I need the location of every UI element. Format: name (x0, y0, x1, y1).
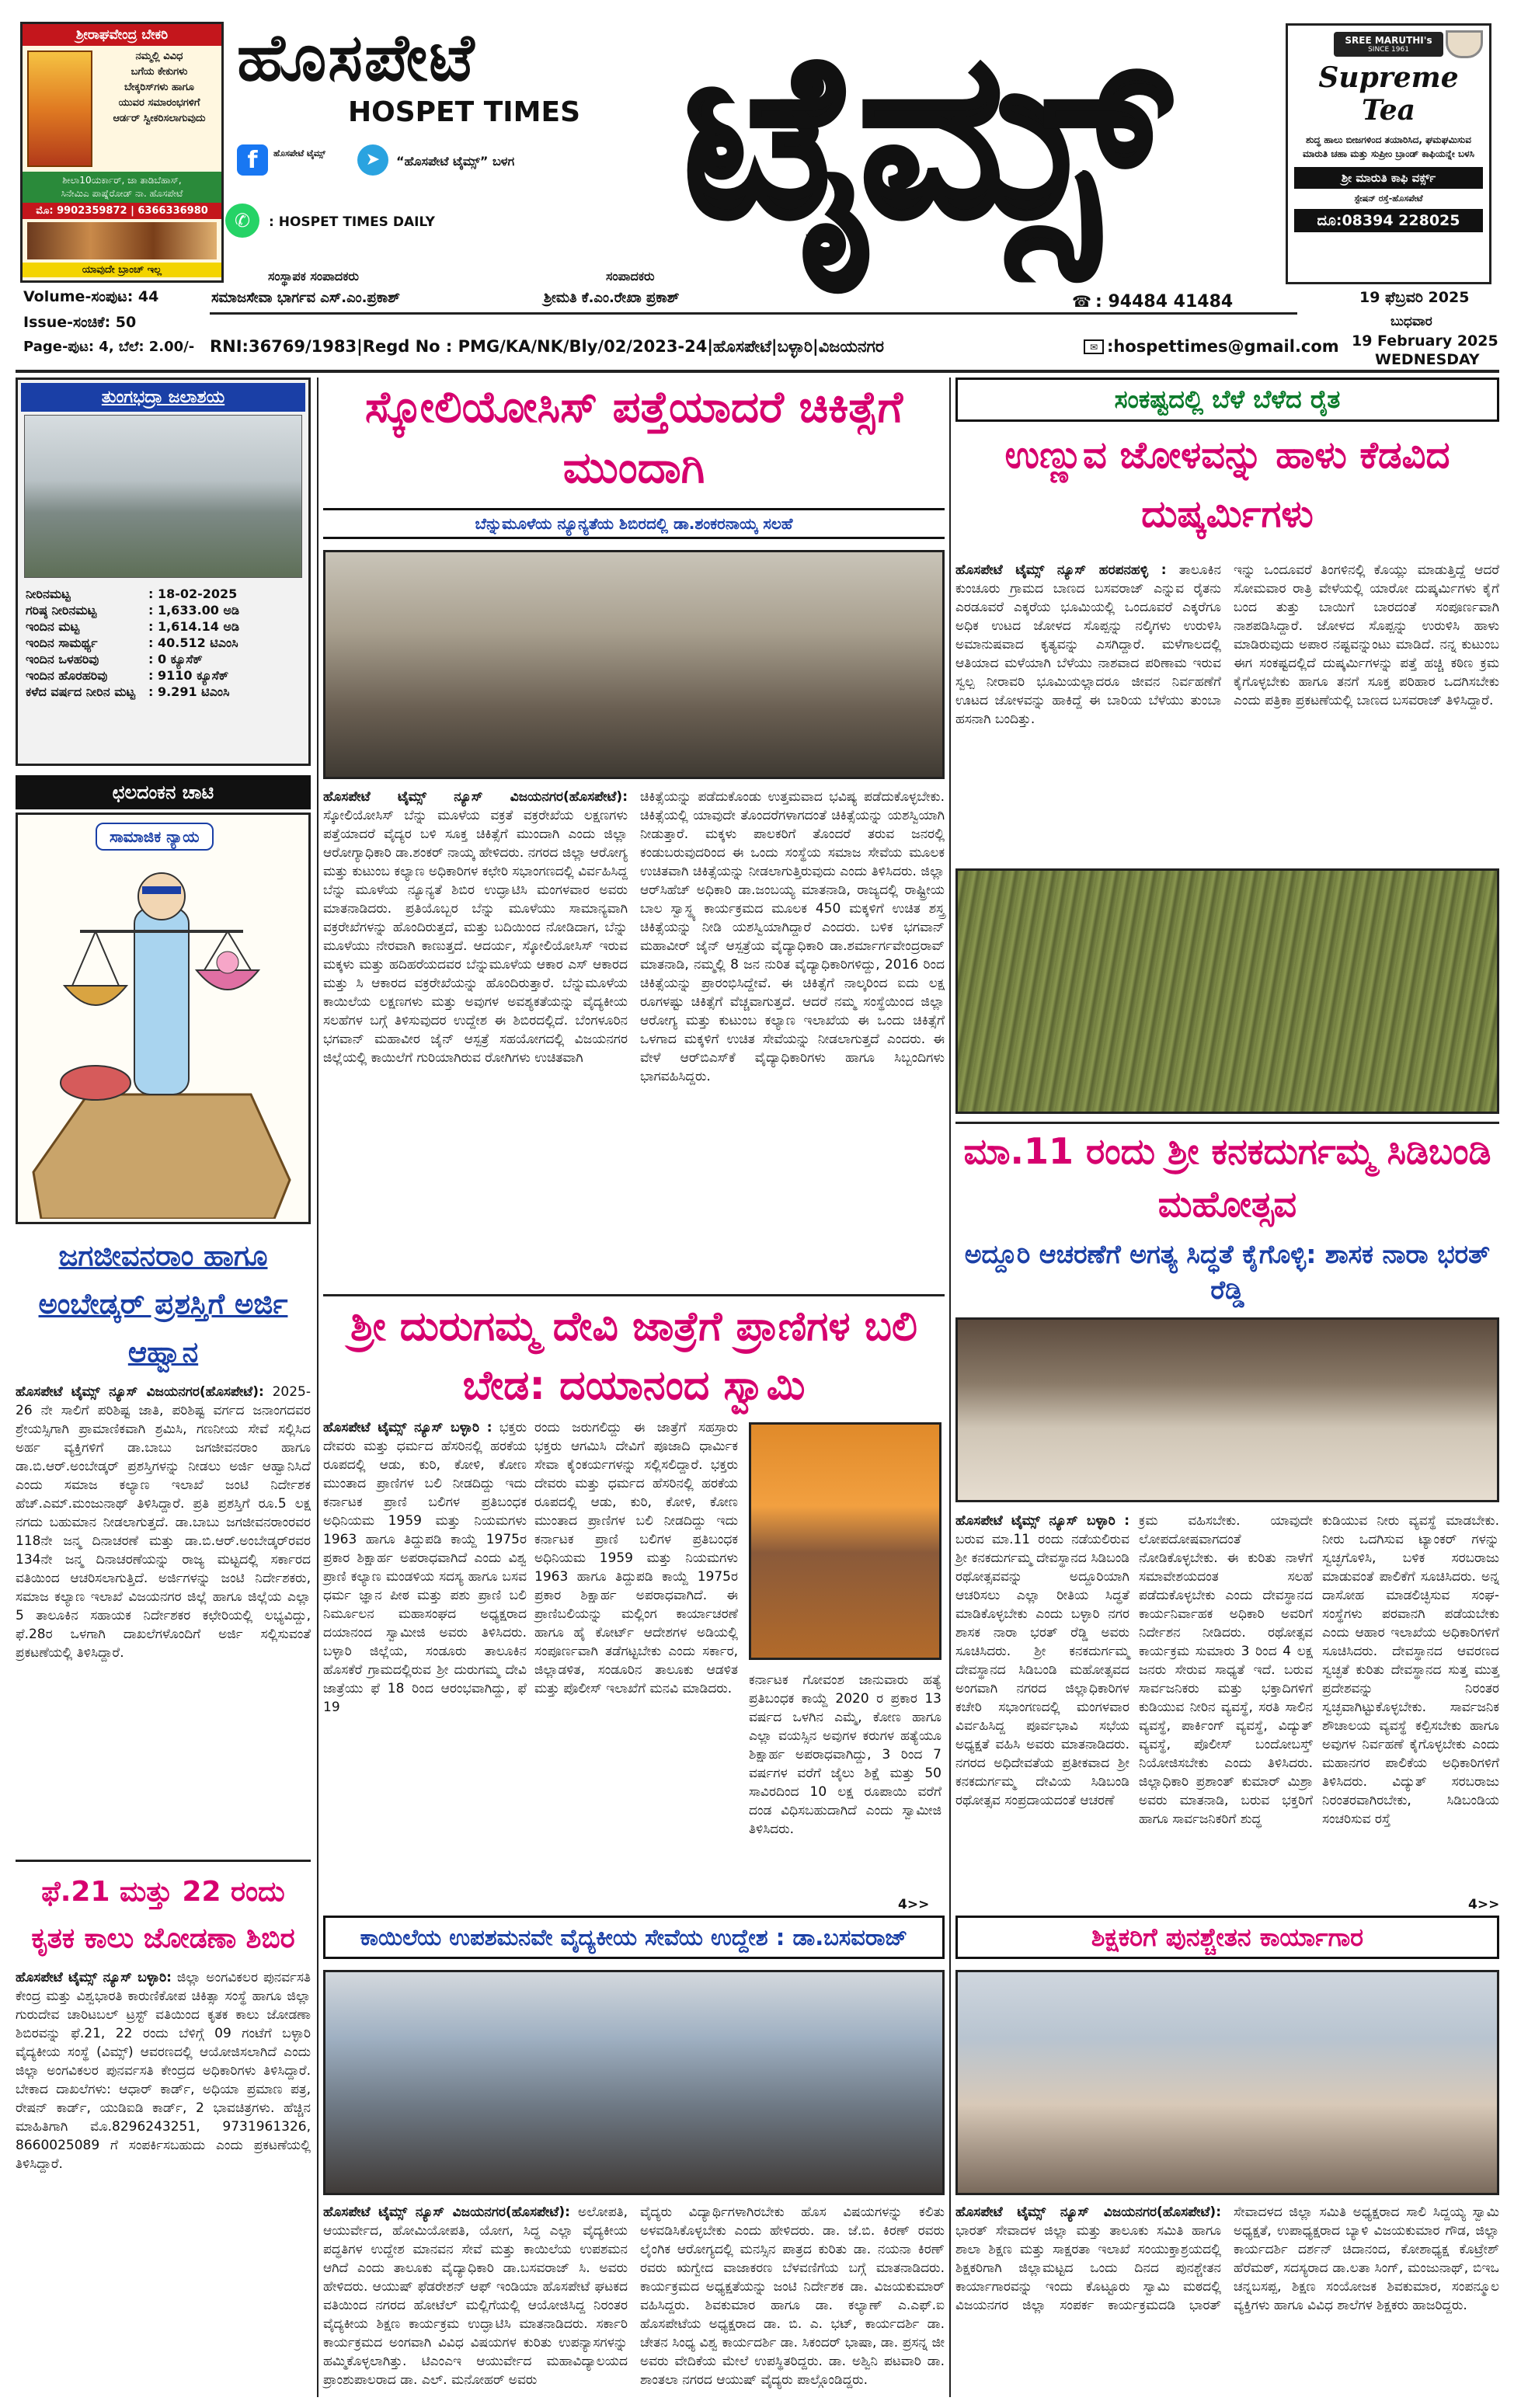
dam-stat-row: ಇಂದಿನ ಒಳಹರಿವು : 0 ಕ್ಯೂಸೆಕ್ (26, 652, 203, 666)
title-kannada: ಹೊಸಪೇಟೆ (237, 19, 476, 96)
telegram-icon[interactable]: ➤ (357, 144, 388, 176)
ad-line: ಯುವರ ಸಮಾರಂಭಗಳಿಗೆ (118, 97, 200, 109)
center-story1-subhead: ಬೆನ್ನುಮೂಳೆಯ ನ್ಯೂನ್ಯತೆಯ ಶಿಬಿರದಲ್ಲಿ ಡಾ.ಶಂಕರನಾಯ್ಕ ಸಲಹೆ (323, 508, 945, 539)
ad-bakery-no-branch: ಯಾವುದೇ ಬ್ರಾಂಚ್ ಇಲ್ಲ (23, 263, 221, 277)
masthead (0, 0, 1514, 368)
dam-stat-row: ಇಂದಿನ ಮಟ್ಟ : 1,614.14 ಅಡಿ (26, 619, 240, 634)
cartoon-caption: ಸಾಮಾಜಿಕ ನ್ಯಾಯ (96, 823, 214, 851)
swamiji-photo (749, 1422, 941, 1660)
right-story1-headline: ಉಣ್ಣುವ ಜೋಳವನ್ನು ಹಾಳು ಕೆಡವಿದ ದುಷ್ಕರ್ಮಿಗಳು (1004, 433, 1450, 536)
phone-number: : 94484 41484 (1095, 292, 1234, 311)
dam-box (16, 378, 311, 766)
center-story1-photo (323, 550, 945, 779)
right-story2-col2: ಕ್ರಮ ವಹಿಸಬೇಕು. ಯಾವುದೇ ಲೋಪದೋಷವಾಗದಂತೆ ನೋಡಿಕೊಳ್ಳಬೇಕು. ಈ ಕುರಿತು ನಾಳೆಗೆ ಸಮಾವೇಶಯದಂತ ಸಲಹೆ ಪಡೆದುಕೊಳ್ಳಬೇಕು ಎಂದು ದೇವಸ್ಥಾನದ ಕಾರ್ಯನಿರ್ವಾಹಕ ಅಧಿಕಾರಿ ಅವರಿಗೆ ನಿರ್ದೇಶನ ನೀಡಿದರು. ರಥೋತ್ಸವ ಕಾರ್ಯಕ್ರಮ ಸುಮಾರು 3 ರಿಂದ 4 ಲಕ್ಷ ಜನರು ಸೇರುವ ಸಾಧ್ಯತೆ ಇದೆ. ಬರುವ ಸಾರ್ವಜನಿಕರು ಮತ್ತು ಭಕ್ತಾದಿಗಳಿಗೆ ಕುಡಿಯುವ ನೀರಿನ ವ್ಯವಸ್ಥೆ, ಸರತಿ ಸಾಲಿನ ವ್ಯವಸ್ಥೆ, ಪಾರ್ಕಿಂಗ್ ವ್ಯವಸ್ಥೆ, ವಿದ್ಯುತ್ ವ್ಯವಸ್ಥೆ, ಪೊಲೀಸ್ ಬಂದೋಬಸ್ತ್ ನಿಯೋಜಿಸಬೇಕು ಎಂದು ತಿಳಿಸಿದರು. ಜಿಲ್ಲಾಧಿಕಾರಿ ಪ್ರಶಾಂತ್ ಕುಮಾರ್ ಮಿಶ್ರಾ ಅವರು ಮಾತನಾಡಿ, ಬರುವ ಭಕ್ತರಿಗೆ ಹಾಗೂ ಸಾರ್ವಜನಿಕರಿಗೆ ಶುದ್ಧ (1139, 1513, 1313, 1827)
tea-address: ಸ್ಟೇಷನ್ ರಸ್ತೆ-ಹೊಸಪೇಟೆ (1354, 193, 1423, 204)
masthead-rule (210, 312, 1297, 315)
story-body: ಹೊಸಪೇಟೆ ಟೈಮ್ಸ್ ನ್ಯೂಸ್ ಬಳ್ಳಾರಿ: ಜಿಲ್ಲಾ ಅಂಗವಿಕಲರ ಪುನರ್ವಸತಿ ಕೇಂದ್ರ ಮತ್ತು ವಿಶ್ವಭಾರತಿ ಕಾರುಣಿಕೋಪ ಚಿಕಿತ್ಸಾ ಸಂಸ್ಥೆ ಹಾಗೂ ಜಿಲ್ಲಾ ಗುರುದೇವ ಚಾರಿಟಬಲ್ ಟ್ರಸ್ಟ್ ವತಿಯಿಂದ ಕೃತಕ ಕಾಲು ಜೋಡಣಾ ಶಿಬಿರವನ್ನು ಫೆ.21, 22 ರಂದು ಬೆಳಿಗ್ಗೆ 09 ಗಂಟೆಗೆ ಬಳ್ಳಾರಿ ವೈದ್ಯಕೀಯ ಸಂಸ್ಥೆ (ವಿಮ್ಸ್) ಆವರಣದಲ್ಲಿ ಆಯೋಜಿಸಲಾಗಿದೆ ಎಂದು ಜಿಲ್ಲಾ ಅಂಗವಿಕಲರ ಪುನರ್ವಸತಿ ಕೇಂದ್ರದ ಅಧಿಕಾರಿಗಳು ತಿಳಿಸಿದ್ದಾರೆ. ಬೇಕಾದ ದಾಖಲೆಗಳು: ಆಧಾರ್ ಕಾರ್ಡ್, ಅಧಿಯಾ ಪ್ರಮಾಣ ಪತ್ರ, ರೇಷನ್ ಕಾರ್ಡ್, ಯುಡಿಐಡಿ ಕಾರ್ಡ್, 2 ಭಾವಚಿತ್ರಗಳು. ಹೆಚ್ಚಿನ ಮಾಹಿತಿಗಾಗಿ ಮೊ.8296243251, 9731961326, 8660025089 ಗೆ ಸಂಪರ್ಕಿಸಬಹುದು ಎಂದು ಪ್ರಕಟಣೆಯಲ್ಲಿ ತಿಳಿಸಿದ್ದಾರೆ. (16, 1970, 312, 2172)
right-story1-col1: ಹೊಸಪೇಟೆ ಟೈಮ್ಸ್ ನ್ಯೂಸ್ ಹರಪನಹಳ್ಳಿ : ತಾಲೂಕಿನ ಕುಂಚೂರು ಗ್ರಾಮದ ಬಾಣದ ಬಸವರಾಜ್ ಎನ್ನುವ ರೈತನು ಎರಡೂವರೆ ಎಕ್ಕರೆಯ ಭೂಮಿಯಲ್ಲಿ ಒಂದೂವರೆ ಎಕ್ಕರೆಗೂ ಅಧಿಕ ಉಟದ ಜೋಳದ ಸೊಪ್ಪನ್ನು ನಲ್ಕಿಗಳು ಉರುಳಿಸಿ ಅಮಾನುಷವಾದ ಕೃತ್ಯವನ್ನು ಎಸಗಿದ್ದಾರೆ. ಮಳೆಗಾಲದಲ್ಲಿ ಆತಿಯಾದ ಮಳೆಯಾಗಿ ಬೆಳೆಯು ನಾಶವಾದ ಪರಿಣಾಮ ಇರುವ ಸ್ವಲ್ಪ ನೀರಾವರಿ ಭೂಮಿಯಲ್ಲಾದರೂ ಜೀವನ ನಿರ್ವಹಣೆಗೆ ಊಟದ ಜೋಳವನ್ನು ಹಾಕಿದ್ದೆ ಈ ಬಾರಿಯ ಬೆಳೆಯು ತುಂಬಾ ಹಸನಾಗಿ ಬಂದಿತ್ತು. (955, 562, 1221, 727)
email: :hospettimes@gmail.com (1107, 337, 1339, 356)
story-headline: ಫೆ.21 ಮತ್ತು 22 ರಂದು ಕೃತಕ ಕಾಲು ಜೋಡಣಾ ಶಿಬಿರ (31, 1876, 295, 1954)
center-story2-col2: ರಂದು ಜರುಗಲಿದ್ದು ಈ ಜಾತ್ರೆಗೆ ಸಹಸ್ರಾರು ಭಕ್ತರು ಆಗಮಿಸಿ ದೇವಿಗೆ ಪೂಜಾದಿ ಧಾರ್ಮಿಕ ಸೇವಾ ಕೈಂಕರ್ಯಗಳನ್ನು ಸಲ್ಲಿಸಲಿದ್ದಾರೆ. ಭಕ್ತರು ದೇವರು ಮತ್ತು ಧರ್ಮದ ಹೆಸರಿನಲ್ಲಿ ಹರಕೆಯ ರೂಪದಲ್ಲಿ ಆಡು, ಕುರಿ, ಕೋಳಿ, ಕೋಣ ಮುಂತಾದ ಪ್ರಾಣಿಗಳ ಬಲಿ ನೀಡದಿದ್ದು ಇದು ಕರ್ನಾಟಕ ಪ್ರಾಣಿ ಬಲಿಗಳ ಪ್ರತಿಬಂಧಕ ಅಧಿನಿಯಮ 1959 ಮತ್ತು ನಿಯಮಗಳು 1963 ಹಾಗೂ ತಿದ್ದುಪಡಿ ಕಾಯ್ದೆ 1975ರ ಪ್ರಕಾರ ಶಿಕ್ಷಾರ್ಹ ಅಪರಾಧವಾಗಿದೆ. ಈ ಪ್ರಾಣಿಬಲಿಯನ್ನು ಮಲ್ಲಿಂಗ ಕಾರ್ಯಾಚರಣೆ ಹಾಗೂ ಹೈ ಕೋರ್ಟ್ ಆದೇಶಗಳ ಅಡಿಯಲ್ಲಿ ಸಂಪೂರ್ಣವಾಗಿ ತಡೆಗಟ್ಟಬೇಕು ಎಂದು ಸರ್ಕಾರ, ಜಿಲ್ಲಾಡಳಿತ, ಸಂಡೂರಿನ ತಾಲೂಕು ಆಡಳಿತ ಮತ್ತು ಪೊಲೀಸ್ ಇಲಾಖೆಗೆ ಮನವಿ ಮಾಡಿದರು. (534, 1420, 738, 1696)
tea-company: ಶ್ರೀ ಮಾರುತಿ ಕಾಫಿ ವರ್ಕ್ಸ್ (1294, 167, 1483, 189)
issue: Issue-ಸಂಚಿಕೆ: 50 (23, 314, 137, 331)
sidebar-story-1 (16, 1232, 311, 1662)
center-story1-headline: ಸ್ಕೋಲಿಯೋಸಿಸ್ ಪತ್ತೆಯಾದರೆ ಚಿಕಿತ್ಸೆಗೆ ಮುಂದಾಗಿ (364, 382, 903, 493)
right-banner-text: ಸಂಕಷ್ಟದಲ್ಲಿ ಬೆಳೆ ಬೆಳೆದ ರೈತ (1114, 385, 1341, 414)
phone-icon: ☎ (1072, 292, 1091, 311)
ad-bakery-phone: ಮೊ: 9902359872 | 6366336980 (23, 203, 221, 219)
divider (16, 1860, 311, 1862)
tea-cup-icon (1446, 30, 1483, 58)
center-story2-continued[interactable]: 4>> (898, 1897, 930, 1912)
date-english: 19 February 2025 (1352, 332, 1498, 350)
center-story3-headline: ಕಾಯಿಲೆಯ ಉಪಶಮನವೇ ವೈದ್ಯಕೀಯ ಸೇವೆಯ ಉದ್ದೇಶ : ಡಾ.ಬಸವರಾಜ್ (360, 1924, 908, 1950)
right-story3-headline: ಶಿಕ್ಷಕರಿಗೆ ಪುನಶ್ಚೇತನ ಕಾರ್ಯಾಗಾರ (1091, 1923, 1364, 1952)
center-story3-photo (323, 1970, 945, 2195)
deity-image (27, 50, 92, 167)
weekday-english: WEDNESDAY (1375, 351, 1480, 368)
sidebar-story-2 (16, 1869, 311, 2173)
center-story2-col3: ಕರ್ನಾಟಕ ಗೋವಂಶ ಜಾನುವಾರು ಹತ್ಯೆ ಪ್ರತಿಬಂಧಕ ಕಾಯ್ದೆ 2020 ರ ಪ್ರಕಾರ 13 ವರ್ಷದ ಒಳಗಿನ ಎಮ್ಮೆ, ಕೋಣ ಹಾಗೂ ಎಲ್ಲಾ ವಯಸ್ಸಿನ ಅವುಗಳ ಕರುಗಳ ಹತ್ಯೆಯೂ ಶಿಕ್ಷಾರ್ಹ ಅಪರಾಧವಾಗಿದ್ದು, 3 ರಿಂದ 7 ವರ್ಷಗಳ ವರೆಗೆ ಜೈಲು ಶಿಕ್ಷೆ ಮತ್ತು 50 ಸಾವಿರದಿಂದ 10 ಲಕ್ಷ ರೂಪಾಯಿ ವರೆಗೆ ದಂಡ ವಿಧಿಸಬಹುದಾಗಿದೆ ಎಂದು ಸ್ವಾಮೀಜಿ ತಿಳಿಸಿದರು. (749, 1672, 941, 1837)
right-story1-photo (955, 868, 1499, 1114)
ad-line: ಬಗೆಯ ಕೇಕುಗಳು (131, 66, 188, 78)
pages-price: Page-ಪುಟ: 4, ಬೆಲೆ: 2.00/- (23, 339, 195, 355)
right-story2-col1: ಹೊಸಪೇಟೆ ಟೈಮ್ಸ್ ನ್ಯೂಸ್ ಬಳ್ಳಾರಿ : ಬರುವ ಮಾ.11 ರಂದು ನಡೆಯಲಿರುವ ಶ್ರೀ ಕನಕದುರ್ಗಮ್ಮ ದೇವಸ್ಥಾನದ ಸಿಡಿಬಂಡಿ ರಥೋತ್ಸವವನ್ನು ಅದ್ದೂರಿಯಾಗಿ ಆಚರಿಸಲು ಎಲ್ಲಾ ರೀತಿಯ ಸಿದ್ಧತೆ ಮಾಡಿಕೊಳ್ಳಬೇಕು ಎಂದು ಬಳ್ಳಾರಿ ನಗರ ಶಾಸಕ ನಾರಾ ಭರತ್ ರೆಡ್ಡಿ ಅವರು ಸೂಚಿಸಿದರು. ಶ್ರೀ ಕನಕದುರ್ಗಮ್ಮ ದೇವಸ್ಥಾನದ ಸಿಡಿಬಂಡಿ ಮಹೋತ್ಸವದ ಅಂಗವಾಗಿ ನಗರದ ಜಿಲ್ಲಾಧಿಕಾರಿಗಳ ಕಚೇರಿ ಸಭಾಂಗಣದಲ್ಲಿ ಮಂಗಳವಾರ ವಿರ್ವಹಿಸಿದ್ದ ಪೂರ್ವಭಾವಿ ಸಭೆಯ ಅಧ್ಯಕ್ಷತೆ ವಹಿಸಿ ಅವರು ಮಾತನಾಡಿದರು. ನಗರದ ಅಧಿದೇವತೆಯ ಪ್ರತೀಕವಾದ ಶ್ರೀ ಕನಕದುರ್ಗಮ್ಮ ದೇವಿಯ ಸಿಡಿಬಂಡಿ ರಥೋತ್ಸವ ಸಂಪ್ರದಾಯದಂತೆ ಆಚರಣೆ (955, 1513, 1129, 1808)
dam-stat-row: ಇಂದಿನ ಹೊರಹರಿವು : 9110 ಕ್ಯೂಸೆಕ್ (26, 668, 229, 683)
right-banner (955, 378, 1499, 422)
right-story2-headline: ಮಾ.11 ರಂದು ಶ್ರೀ ಕನಕದುರ್ಗಮ್ಮ ಸಿಡಿಬಂಡಿ ಮಹೋತ್ಸವ (963, 1130, 1491, 1225)
story-body: ಹೊಸಪೇಟೆ ಟೈಮ್ಸ್ ನ್ಯೂಸ್ ವಿಜಯನಗರ(ಹೊಸಪೇಟೆ): 2025-26 ನೇ ಸಾಲಿಗೆ ಪರಿಶಿಷ್ಟ ಜಾತಿ, ಪರಿಶಿಷ್ಟ ವರ್ಗದ ಜನಾಂಗದವರ ಶ್ರೇಯಸ್ಸಿಗಾಗಿ ಪ್ರಾಮಾಣಿಕವಾಗಿ ಶ್ರಮಿಸಿ, ಗಣನೀಯ ಸೇವೆ ಸಲ್ಲಿಸಿದ ಅರ್ಹ ವ್ಯಕ್ತಿಗಳಿಗೆ ಡಾ.ಬಾಬು ಜಗಜೀವನರಾಂ ಹಾಗೂ ಡಾ.ಬಿ.ಆರ್.ಅಂಬೇಡ್ಕರ್ ಪ್ರಶಸ್ತಿಗಳನ್ನು ನೀಡಲು ಅರ್ಜಿ ಆಹ್ವಾನಿಸಿದೆ ಎಂದು ಸಮಾಜ ಕಲ್ಯಾಣ ಇಲಾಖೆ ಜಂಟಿ ನಿರ್ದೇಶಕ ಹೆಚ್.ಎಮ್.ಮಂಜುನಾಥ್ ತಿಳಿಸಿದ್ದಾರೆ. ಪ್ರತಿ ಪ್ರಶಸ್ತಿಗೆ ರೂ.5 ಲಕ್ಷ ನಗದು ಬಹುಮಾನ ನೀಡಲಾಗುತ್ತದೆ. ಡಾ.ಬಾಬು ಜಗಜೀವನರಾಂರವರ 118ನೇ ಜನ್ಮ ದಿನಾಚರಣೆ ಮತ್ತು ಡಾ.ಬಿ.ಆರ್.ಅಂಬೇಡ್ಕರ್‌ರವರ 134ನೇ ಜನ್ಮ ದಿನಾಚರಣೆಯನ್ನು ರಾಜ್ಯ ಮಟ್ಟದಲ್ಲಿ ಸರ್ಕಾರದ ವತಿಯಿಂದ ಆಚರಿಸಲಾಗುತ್ತಿದೆ. ಅರ್ಜಿಗಳನ್ನು ಜಂಟಿ ನಿರ್ದೇಶಕರು, ಸಮಾಜ ಕಲ್ಯಾಣ ಇಲಾಖೆ ವಿಜಯನಗರ ಜಿಲ್ಲೆ ಹಾಗೂ ಜಿಲ್ಲೆಯ ಎಲ್ಲಾ 5 ತಾಲೂಕಿನ ಸಹಾಯಕ ನಿರ್ದೇಶಕರ ಕಛೇರಿಯಲ್ಲಿ ಲಭ್ಯವಿದ್ದು, ಫೆ.28ರ ಒಳಗಾಗಿ ದಾಖಲೆಗಳೊಂದಿಗೆ ಅರ್ಜಿ ಸಲ್ಲಿಸುವಂತೆ ಪ್ರಕಟಣೆಯಲ್ಲಿ ತಿಳಿಸಿದ್ದಾರೆ. (16, 1384, 311, 1661)
facebook-icon[interactable]: f (237, 144, 268, 176)
ad-bakery[interactable] (20, 22, 224, 283)
center-story3-headline-box (323, 1916, 945, 1959)
ad-supreme-tea[interactable] (1286, 23, 1491, 284)
center-column (323, 378, 945, 2397)
cartoon-title: ಛಲದಂಕನ ಚಾಟಿ (16, 775, 311, 809)
dam-stat-row: ಕಳೆದ ವರ್ಷದ ನೀರಿನ ಮಟ್ಟ : 9.291 ಟಿಎಂಸಿ (26, 684, 230, 699)
registration: RNI:36769/1983|Regd No : PMG/KA/NK/Bly/02/2023-24|ಹೊಸಪೇಟೆ|ಬಳ್ಳಾರಿ|ವಿಜಯನಗರ (210, 337, 884, 356)
center-story3-col1: ಹೊಸಪೇಟೆ ಟೈಮ್ಸ್ ನ್ಯೂಸ್ ವಿಜಯನಗರ(ಹೊಸಪೇಟೆ): ಅಲೋಪತಿ, ಆಯುರ್ವೇದ, ಹೋಮಿಯೋಪತಿ, ಯೋಗ, ಸಿದ್ಧ ಎಲ್ಲಾ ವೈದ್ಯಕೀಯ ಪದ್ಧತಿಗಳ ಉದ್ದೇಶ ಮಾನವನ ಸೇವೆ ಮತ್ತು ಕಾಯಿಲೆಯ ಉಪಶಮನ ಆಗಿದೆ ಎಂದು ತಾಲೂಕು ವೈದ್ಯಾಧಿಕಾರಿ ಡಾ.ಬಸವರಾಜ್ ಸಿ. ಅವರು ಹೇಳಿದರು. ಆಯುಷ್ ಫೆಡರೇಶನ್ ಆಫ್ ಇಂಡಿಯಾ ಹೊಸಪೇಟೆ ಘಟಕದ ವತಿಯಿಂದ ನಗರದ ಹೋಟೆಲ್ ಮಲ್ಲಿಗೆಯಲ್ಲಿ ಆಯೋಜಿಸಿದ್ದ ನಿರಂತರ ವೈದ್ಯಕೀಯ ಶಿಕ್ಷಣ ಕಾರ್ಯಕ್ರಮ ಉದ್ಘಾಟಿಸಿ ಮಾತನಾಡಿದರು. ಸರ್ಕಾರಿ ಕಾರ್ಯಕ್ರಮದ ಅಂಗವಾಗಿ ವಿವಿಧ ವಿಷಯಗಳ ಕುರಿತು ಉಪನ್ಯಾಸಗಳನ್ನು ಹಮ್ಮಿಕೊಳ್ಳಲಾಗಿತ್ತು. ಟಿಎಂಎಇ ಆಯುರ್ವೇದ ಮಹಾವಿದ್ಯಾಲಯದ ಪ್ರಾಂಶುಪಾಲರಾದ ಡಾ. ಎಲ್. ಮನೋಹರ್ ಅವರು (323, 2204, 628, 2388)
weekday-kannada: ಬುಧವಾರ (1390, 314, 1432, 329)
tea-description: ಶುದ್ಧ ಹಾಲು ಬೀಜಗಳಿಂದ ತಯಾರಿಸಿದ, ಘಮಘಮಿಸುವ ಮಾರುತಿ ಚಹಾ ಮತ್ತು ಸುಪ್ರೀಂ ಬ್ರಾಂಡ್ ಕಾಫಿಯನ್ನೇ ಬಳಸಿ (1302, 134, 1474, 159)
founder-editor-label: ಸಂಸ್ಥಾಪಕ ಸಂಪಾದಕರು (268, 269, 359, 284)
big-logo: ಟೈಮ್ಸ್ (684, 5, 1164, 267)
ad-bakery-cake-image (27, 222, 217, 259)
dam-title: ತುಂಗಭದ್ರಾ ಜಲಾಶಯ (21, 383, 305, 412)
dam-stat-row: ಇಂದಿನ ಸಾಮರ್ಥ್ಯ : 40.512 ಟಿಎಂಸಿ (26, 635, 238, 650)
dam-stats (18, 578, 308, 700)
dam-stat-row: ಗರಿಷ್ಠ ನೀರಿನಮಟ್ಟ : 1,633.00 ಅಡಿ (26, 603, 240, 618)
email-icon: ✉ (1084, 339, 1104, 354)
right-story3-body: ಹೊಸಪೇಟೆ ಟೈಮ್ಸ್ ನ್ಯೂಸ್ ವಿಜಯನಗರ(ಹೊಸಪೇಟೆ): ಭಾರತ್ ಸೇವಾದಳ ಜಿಲ್ಲಾ ಮತ್ತು ತಾಲೂಕು ಸಮಿತಿ ಹಾಗೂ ಶಾಲಾ ಶಿಕ್ಷಣ ಮತ್ತು ಸಾಕ್ಷರತಾ ಇಲಾಖೆ ಸಂಯುಕ್ತಾಶ್ರಯದಲ್ಲಿ ಶಿಕ್ಷಕರಿಗಾಗಿ ಜಿಲ್ಲಾಮಟ್ಟದ ಒಂದು ದಿನದ ಪುನಶ್ಚೇತನ ಕಾರ್ಯಾಗಾರವನ್ನು ಇಂದು ಕೊಟ್ಟೂರು ಸ್ವಾಮಿ ಮಠದಲ್ಲಿ ವಿಜಯನಗರ ಜಿಲ್ಲಾ ಸಂಪರ್ಕ ಕಾರ್ಯಕ್ರಮದಡಿ ಭಾರತ್ ಸೇವಾದಳದ ಜಿಲ್ಲಾ ಸಮಿತಿ ಅಧ್ಯಕ್ಷರಾದ ಸಾಲಿ ಸಿದ್ದಯ್ಯ ಸ್ವಾಮಿ ಅಧ್ಯಕ್ಷತೆ, ಉಪಾಧ್ಯಕ್ಷರಾದ ಬ್ಯಾಳಿ ವಿಜಯಕುಮಾರ ಗೌಡ, ಜಿಲ್ಲಾ ಕಾರ್ಯದರ್ಶಿ ದರ್ಶನ್ ಚಿದಾನಂದ, ಕೋಶಾಧ್ಯಕ್ಷ ಕೊಟ್ರೇಶ್ ಹೆರೆಮಠ್, ಸದಸ್ಯರಾದ ಡಾ.ಲತಾ ಸಿಂಗ್, ಮಂಜುನಾಥ್, ಬಿಇಒ ಚನ್ನಬಸಪ್ಪ, ಶಿಕ್ಷಣ ಸಂಯೋಜಕ ಶಿವಕುಮಾರ, ಸಂಪನ್ಮೂಲ ವ್ಯಕ್ತಿಗಳು ಹಾಗೂ ವಿವಿಧ ಶಾಲೆಗಳ ಶಿಕ್ಷಕರು ಹಾಜರಿದ್ದರು. (955, 2204, 1499, 2313)
ad-line: ಬೇಕ್ಕರಿಸ್‌ಗಳು ಹಾಗೂ (124, 82, 194, 93)
title-english: HOSPET TIMES (348, 96, 581, 128)
story-headline: ಜಗಜೀವನರಾಂ ಹಾಗೂ ಅಂಬೇಡ್ಕರ್ ಪ್ರಶಸ್ತಿಗೆ ಅರ್ಜಿ ಆಹ್ವಾನ (38, 1239, 288, 1369)
cartoon-drawing (18, 815, 308, 1219)
telegram-label: “ಹೊಸಪೇಟೆ ಟೈಮ್ಸ್” ಬಳಗ (396, 154, 515, 169)
cartoon (16, 813, 311, 1224)
ad-line: ನಮ್ಮಲ್ಲಿ ವಿವಿಧ (135, 50, 183, 62)
founder-editor-name: ಸಮಾಜಸೇವಾ ಭಾರ್ಗವ ಎಸ್.ಎಂ.ಪ್ರಕಾಶ್ (211, 290, 400, 306)
sidebar (16, 378, 311, 2397)
volume: Volume-ಸಂಪುಟ: 44 (23, 288, 159, 305)
divider (955, 1122, 1499, 1124)
right-column (955, 378, 1499, 2397)
dam-stat-row: ನೀರಿನಮಟ್ಟ : 18-02-2025 (26, 586, 238, 601)
center-story3-col2: ವೈದ್ಯರು ವಿದ್ಯಾರ್ಥಿಗಳಾಗಿರಬೇಕು ಹೊಸ ವಿಷಯಗಳನ್ನು ಕಲಿತು ಅಳವಡಿಸಿಕೊಳ್ಳಬೇಕು ಎಂದು ಹೇಳಿದರು. ಡಾ. ಜೆ.ಬಿ. ಕಿರಣ್ ರವರು ಲೈಂಗಿಕ ಆರೋಗ್ಯದಲ್ಲಿ ಮನಸ್ಸಿನ ಪಾತ್ರದ ಕುರಿತು ಡಾ. ನಯನಾ ಕಿರಣ್ ರವರು ಋಗ್ವೇದ ವಾಜಾಕರಣ ಬೆಳವಣಿಗೆಯ ಬಗ್ಗೆ ಮಾತನಾಡಿದರು. ಕಾರ್ಯಕ್ರಮದ ಅಧ್ಯಕ್ಷತೆಯನ್ನು ಜಂಟಿ ನಿರ್ದೇಶಕ ಡಾ. ವಿಜಯಕುಮಾರ್ ವಹಿಸಿದ್ದರು. ಶಿವಕುಮಾರ ಹಾಗೂ ಡಾ. ಕಲ್ಯಾಣ್ ಎ.ಎಫ್.ಐ ಹೊಸಪೇಟೆಯ ಅಧ್ಯಕ್ಷರಾದ ಡಾ. ಬಿ. ಎ. ಭಟ್, ಕಾರ್ಯದರ್ಶಿ ಡಾ. ಚೇತನ ಸಿಂಧ್ಯ ವಿಶ್ವ ಕಾರ್ಯದರ್ಶಿ ಡಾ. ಸಿಕಂದರ್ ಭಾಷಾ, ಡಾ. ಪ್ರಸನ್ನ ಜೀ ಅವರು ವೇದಿಕೆಯ ಮೇಲೆ ಉಪಸ್ಥಿತರಿದ್ದರು. ಡಾ. ಅಶ್ವಿನಿ ಪಟವಾರಿ ಡಾ. ಶಾಂತಲಾ ನಗರದ ಆಯುಷ್ ವೈದ್ಯರು ಪಾಲ್ಗೊಂಡಿದ್ದರು. (640, 2204, 945, 2388)
ad-bakery-title: ಶ್ರೀರಾಘವೇಂದ್ರ ಬೇಕರಿ (23, 24, 221, 46)
masthead-bottom-rule (16, 370, 1499, 373)
center-story2-col1: ಹೊಸಪೇಟೆ ಟೈಮ್ಸ್ ನ್ಯೂಸ್ ಬಳ್ಳಾರಿ : ಭಕ್ತರು ದೇವರು ಮತ್ತು ಧರ್ಮದ ಹೆಸರಿನಲ್ಲಿ ಹರಕೆಯ ರೂಪದಲ್ಲಿ ಆಡು, ಕುರಿ, ಕೋಳಿ, ಕೋಣ ಮುಂತಾದ ಪ್ರಾಣಿಗಳ ಬಲಿ ನೀಡದಿದ್ದು ಇದು ಕರ್ನಾಟಕ ಪ್ರಾಣಿ ಬಲಿಗಳ ಪ್ರತಿಬಂಧಕ ಅಧಿನಿಯಮ 1959 ಮತ್ತು ನಿಯಮಗಳು 1963 ಹಾಗೂ ತಿದ್ದುಪಡಿ ಕಾಯ್ದೆ 1975ರ ಪ್ರಕಾರ ಶಿಕ್ಷಾರ್ಹ ಅಪರಾಧವಾಗಿದೆ ಎಂದು ವಿಶ್ವ ಪ್ರಾಣಿ ಕಲ್ಯಾಣ ಮಂಡಳಿಯ ಸದಸ್ಯ ಹಾಗೂ ಬಸವ ಧರ್ಮ ಜ್ಞಾನ ಪೀಠ ಮತ್ತು ಪಶು ಪ್ರಾಣಿ ಬಲಿ ನಿರ್ಮೂಲನ ಮಹಾಸಂಘದ ಅಧ್ಯಕ್ಷರಾದ ದಯಾನಂದ ಸ್ವಾಮೀಜಿ ಅವರು ತಿಳಿಸಿದರು. ಬಳ್ಳಾರಿ ಜಿಲ್ಲೆಯ, ಸಂಡೂರು ತಾಲೂಕಿನ ಹೊಸಕೆರೆ ಗ್ರಾಮದಲ್ಲಿರುವ ಶ್ರೀ ದುರುಗಮ್ಮ ದೇವಿ ಜಾತ್ರೆಯು ಫೆ 18 ರಿಂದ ಆರಂಭವಾಗಿದ್ದು, ಫೆ 19 (323, 1420, 527, 1715)
date-kannada: 19 ಫೆಬ್ರವರಿ 2025 (1359, 289, 1470, 306)
center-story2-headline: ಶ್ರೀ ದುರುಗಮ್ಮ ದೇವಿ ಜಾತ್ರೆಗೆ ಪ್ರಾಣಿಗಳ ಬಲಿ ಬೇಡ: ದಯಾನಂದ ಸ್ವಾಮಿ (350, 1303, 918, 1409)
right-story3-photo (955, 1970, 1499, 2195)
right-story2-continued[interactable]: 4>> (1468, 1897, 1500, 1912)
whatsapp-icon[interactable]: ✆ (225, 204, 259, 238)
right-story2-col3: ಕುಡಿಯುವ ನೀರು ವ್ಯವಸ್ಥೆ ಮಾಡಬೇಕು. ನೀರು ಒದಗಿಸುವ ಟ್ಯಾಂಕರ್ ಗಳನ್ನು ಸ್ವಚ್ಛಗೊಳಿಸಿ, ಬಳಿಕ ಸರಬರಾಜು ಮಾಡುವಂತೆ ಪಾಲಿಕೆಗೆ ಸೂಚಿಸಿದರು. ಅನ್ನ ದಾಸೋಹ ಮಾಡಲಿಚ್ಛಿಸುವ ಸಂಘ-ಸಂಸ್ಥೆಗಳು ಪರವಾನಗಿ ಪಡೆಯಬೇಕು ಎಂದು ಆಹಾರ ಇಲಾಖೆಯ ಅಧಿಕಾರಿಗಳಿಗೆ ಸೂಚಿಸಿದರು. ದೇವಸ್ಥಾನದ ಆವರಣದ ಸ್ವಚ್ಛತೆ ಕುರಿತು ದೇವಸ್ಥಾನದ ಸುತ್ತ ಮುತ್ತ ಪ್ರದೇಶವನ್ನು ನಿರಂತರ ಸ್ವಚ್ಛವಾಗಿಟ್ಟುಕೊಳ್ಳಬೇಕು. ಸಾರ್ವಜನಿಕ ಶೌಚಾಲಯ ವ್ಯವಸ್ಥೆ ಕಲ್ಪಿಸಬೇಕು ಹಾಗೂ ಅವುಗಳ ನಿರ್ವಹಣೆ ಕೈಗೊಳ್ಳಬೇಕು ಎಂದು ಮಹಾನಗರ ಪಾಲಿಕೆಯ ಅಧಿಕಾರಿಗಳಿಗೆ ತಿಳಿಸಿದರು. ವಿದ್ಯುತ್ ಸರಬರಾಜು ನಿರಂತರವಾಗಿರಬೇಕು, ಸಿಡಿಬಂಡಿಯ ಸಂಚರಿಸುವ ರಸ್ತೆ (1322, 1513, 1499, 1827)
center-story1-col1: ಹೊಸಪೇಟೆ ಟೈಮ್ಸ್ ನ್ಯೂಸ್ ವಿಜಯನಗರ(ಹೊಸಪೇಟೆ): ಸ್ಕೋಲಿಯೋಸಿಸ್ ಬೆನ್ನು ಮೂಳೆಯ ವಕ್ರತೆ ವಕ್ರರೇಖೆಯ ಲಕ್ಷಣಗಳು ಪತ್ತೆಯಾದರೆ ವೈದ್ಯರ ಬಳಿ ಸೂಕ್ತ ಚಿಕಿತ್ಸೆಗೆ ಮುಂದಾಗಿ ಎಂದು ಜಿಲ್ಲಾ ಆರೋಗ್ಯಾಧಿಕಾರಿ ಡಾ.ಶಂಕರ್ ನಾಯ್ಕ ಹೇಳಿದರು. ನಗರದ ಜಿಲ್ಲಾ ಆರೋಗ್ಯ ಮತ್ತು ಕುಟುಂಬ ಕಲ್ಯಾಣ ಅಧಿಕಾರಿಗಳ ಕಛೇರಿ ಸಭಾಂಗಣದಲ್ಲಿ ವಿರ್ವಹಿಸಿದ್ದ ಬೆನ್ನು ಮೂಳೆಯ ನ್ಯೂನ್ಯತೆ ಶಿಬಿರ ಉದ್ಘಾಟಿಸಿ ಮಂಗಳವಾರ ಅವರು ಮಾತನಾಡಿದರು. ಪ್ರತಿಯೊಬ್ಬರ ಬೆನ್ನು ಮೂಳೆಯು ಸಾಮಾನ್ಯವಾಗಿ ವಕ್ರರೇಖೆಗಳನ್ನು ಹೊಂದಿರುತ್ತದೆ, ಮತ್ತು ಬದಿಯಿಂದ ನೋಡಿದಾಗ, ಬೆನ್ನು ಮೂಳೆಯು ನೇರವಾಗಿ ಕಾಣುತ್ತದೆ. ಆದರ್ಯ, ಸ್ಕೋಲಿಯೋಸಿಸ್ ಇರುವ ಮಕ್ಕಳು ಮತ್ತು ಹದಿಹರೆಯದವರ ಬೆನ್ನುಮೂಳೆಯ ಆಕಾರ ಎಸ್ ಆಕಾರದ ಮತ್ತು ಸಿ ಆಕಾರದ ವಕ್ರರೇಖೆಯನ್ನು ಹೊಂದಿರುತ್ತಾರೆ. ಬೆನ್ನುಮೂಳೆಯ ಕಾಯಿಲೆಯ ಲಕ್ಷಣಗಳು ಮತ್ತು ಅವುಗಳ ಅವಶ್ಯಕತೆಯನ್ನು ವೈದ್ಯಕೀಯ ಸಲಹೆಗಳ ಬಗ್ಗೆ ತಿಳಿಸುವುದರ ಉದ್ದೇಶ ಈ ಶಿಬಿರದಲ್ಲಿದೆ. ಬೆಂಗಳೂರಿನ ಭಗವಾನ್ ಮಹಾವೀರ ಜೈನ್ ಆಸ್ಪತ್ರೆ ಸಹಯೋಗದಲ್ಲಿ ವಿಜಯನಗರ ಜಿಲ್ಲೆಯಲ್ಲಿ ಕಾಯಿಲೆಗೆ ಗುರಿಯಾಗಿರುವ ರೋಗಿಗಳು ಉಚಿತವಾಗಿ (323, 789, 628, 1066)
dam-photo (24, 415, 302, 578)
whatsapp-label: : HOSPET TIMES DAILY (269, 214, 435, 230)
column-rule-right (949, 378, 951, 2397)
center-story1-col2: ಚಿಕಿತ್ಸೆಯನ್ನು ಪಡೆದುಕೊಂಡು ಉತ್ತಮವಾದ ಭವಿಷ್ಯ ಪಡೆದುಕೊಳ್ಳಬೇಕು. ಚಿಕಿತ್ಸೆಯಲ್ಲಿ ಯಾವುದೇ ತೊಂದರೆಗಳಾಗದಂತೆ ಚಿಕಿತ್ಸೆಯನ್ನು ಯಶಸ್ವಿಯಾಗಿ ನೀಡುತ್ತಾರೆ. ಮಕ್ಕಳು ಪಾಲಕರಿಗೆ ತೊಂದರೆ ತರುವ ಜನರಲ್ಲಿ ಕಂಡುಬರುವುದರಿಂದ ಈ ಒಂದು ಸಂಸ್ಥೆಯ ಸಮಾಜ ಸೇವೆಯ ಮೂಲಕ ಉಚಿತವಾಗಿ ಚಿಕಿತ್ಸೆಯನ್ನು ನೀಡಲಾಗುತ್ತಿರುವುದು ಎಂದು ತಿಳಿಸಿದರು. ಜಿಲ್ಲಾ ಆರ್‌ಸಿಹೆಚ್ ಅಧಿಕಾರಿ ಡಾ.ಜಂಬಯ್ಯ ಮಾತನಾಡಿ, ರಾಜ್ಯದಲ್ಲಿ ರಾಷ್ಟ್ರೀಯ ಬಾಲ ಸ್ವಾಸ್ಥ್ಯ ಕಾರ್ಯಕ್ರಮದ ಮೂಲಕ 450 ಮಕ್ಕಳಿಗೆ ಉಚಿತ ಶಸ್ತ್ರ ಚಿಕಿತ್ಸೆಯನ್ನು ನೀಡಿ ಯಶಸ್ವಿಯಾಗಿದ್ದಾರೆ ಎಂದರು. ಬಳಿಕ ಭಗವಾನ್ ಮಹಾವೀರ್ ಜೈನ್ ಆಸ್ಪತ್ರೆಯ ವೈದ್ಯಾಧಿಕಾರಿ ಡಾ.ಶರ್ಮಾರ್ಗವೇಂದ್ರರಾವ್ ಮಾತನಾಡಿ, ನಮ್ಮಲ್ಲಿ 8 ಜನ ನುರಿತ ವೈದ್ಯಾಧಿಕಾರಿಗಳಿದ್ದು, 2016 ರಿಂದ ಚಿಕಿತ್ಸೆಯನ್ನು ಪ್ರಾರಂಭಿಸಿದ್ದೇವೆ. ಈ ಚಿಕಿತ್ಸೆಗೆ ನಾಲ್ಕರಿಂದ ಐದು ಲಕ್ಷ ರೂಗಳಷ್ಟು ಚಿಕಿತ್ಸೆಗೆ ವೆಚ್ಚವಾಗುತ್ತದೆ. ಆದರೆ ನಮ್ಮ ಸಂಸ್ಥೆಯಿಂದ ಜಿಲ್ಲಾ ಆರೋಗ್ಯ ಮತ್ತು ಕುಟುಂಬ ಕಲ್ಯಾಣ ಇಲಾಖೆಯ ಈ ಒಂದು ಚಿಕಿತ್ಸೆಗೆ ಒಳಗಾದ ಮಕ್ಕಳಿಗೆ ಉಚಿತ ಸೇವೆಯನ್ನು ನೀಡಲಾಗುತ್ತದೆ ಎಂದರು. ಈ ವೇಳೆ ಆರ್‌ಬಿಎಸ್‌ಕೆ ವೈದ್ಯಾಧಿಕಾರಿಗಳು ಹಾಗೂ ಸಿಬ್ಬಂದಿಗಳು ಭಾಗವಹಿಸಿದ್ದರು. (640, 789, 945, 1084)
tea-brand-name: Supreme Tea (1318, 61, 1459, 127)
ad-line: ಆರ್ಡರ್ ಸ್ವೀಕರಿಸಲಾಗುವುದು (113, 113, 206, 124)
tea-badge: SREE MARUTHI's SINCE 1961 (1334, 32, 1443, 57)
divider (323, 1294, 945, 1296)
right-story1-col2: ಇನ್ನು ಒಂದೂವರೆ ತಿಂಗಳಿನಲ್ಲಿ ಕೊಯ್ಲು ಮಾಡುತ್ತಿದ್ದೆ ಆದರೆ ಸೋಮವಾರ ರಾತ್ರಿ ವೇಳೆಯಲ್ಲಿ ಯಾರೋ ದುಷ್ಕರ್ಮಿಗಳು ಕೈಗೆ ಬಂದ ತುತ್ತು ಬಾಯಿಗೆ ಬಾರದಂತೆ ಸಂಪೂರ್ಣವಾಗಿ ನಾಶಪಡಿಸಿದ್ದಾರೆ. ಜೋಳದ ಸೊಪ್ಪನ್ನು ಉರುಳಿಸಿ ಹಾಳು ಮಾಡಿರುವುದು ಅಪಾರ ನಷ್ಟವನ್ನುಂಟು ಮಾಡಿದೆ. ನನ್ನ ಕುಟುಂಬ ಈಗ ಸಂಕಷ್ಟದಲ್ಲಿದೆ ದುಷ್ಕರ್ಮಿಗಳನ್ನು ಪತ್ತೆ ಹಚ್ಚಿ ಕಠಿಣ ಕ್ರಮ ಕೈಗೊಳ್ಳಬೇಕು ಹಾಗೂ ತನಗೆ ಸೂಕ್ತ ಪರಿಹಾರ ಒದಗಿಸಬೇಕು ಎಂದು ಪತ್ರಿಕಾ ಪ್ರಕಟಣೆಯಲ್ಲಿ ಬಾಣದ ಬಸವರಾಜ್ ತಿಳಿಸಿದ್ದಾರೆ. (1234, 562, 1499, 708)
right-story3-headline-box (955, 1916, 1499, 1959)
editor-label: ಸಂಪಾದಕರು (606, 269, 655, 284)
column-rule-left (317, 378, 318, 2397)
tea-phone: ದೂ:08394 228025 (1294, 209, 1483, 232)
right-story2-subhead: ಅದ್ದೂರಿ ಆಚರಣೆಗೆ ಅಗತ್ಯ ಸಿದ್ಧತೆ ಕೈಗೊಳ್ಳಿ: ಶಾಸಕ ನಾರಾ ಭರತ್ ರೆಡ್ಡಿ (964, 1239, 1491, 1305)
editor-name: ಶ್ರೀಮತಿ ಕೆ.ಎಂ.ರೇಖಾ ಪ್ರಕಾಶ್ (544, 290, 680, 306)
ad-bakery-address: ಶೀಲಾ10ಯರ್ಕಾರ್, ಜಾ ತಾಡಿಬೆಹಾಸ್, ಸಿನೇಮಿಎ ಪಾಷ್ನೆರೋಡ್ ನಾ. ಹೊಸಪೇಟೆ (23, 172, 221, 203)
right-story2-photo (955, 1317, 1499, 1502)
facebook-label: ಹೊಸಪೇಟೆ ಟೈಮ್ಸ್ (273, 148, 325, 158)
